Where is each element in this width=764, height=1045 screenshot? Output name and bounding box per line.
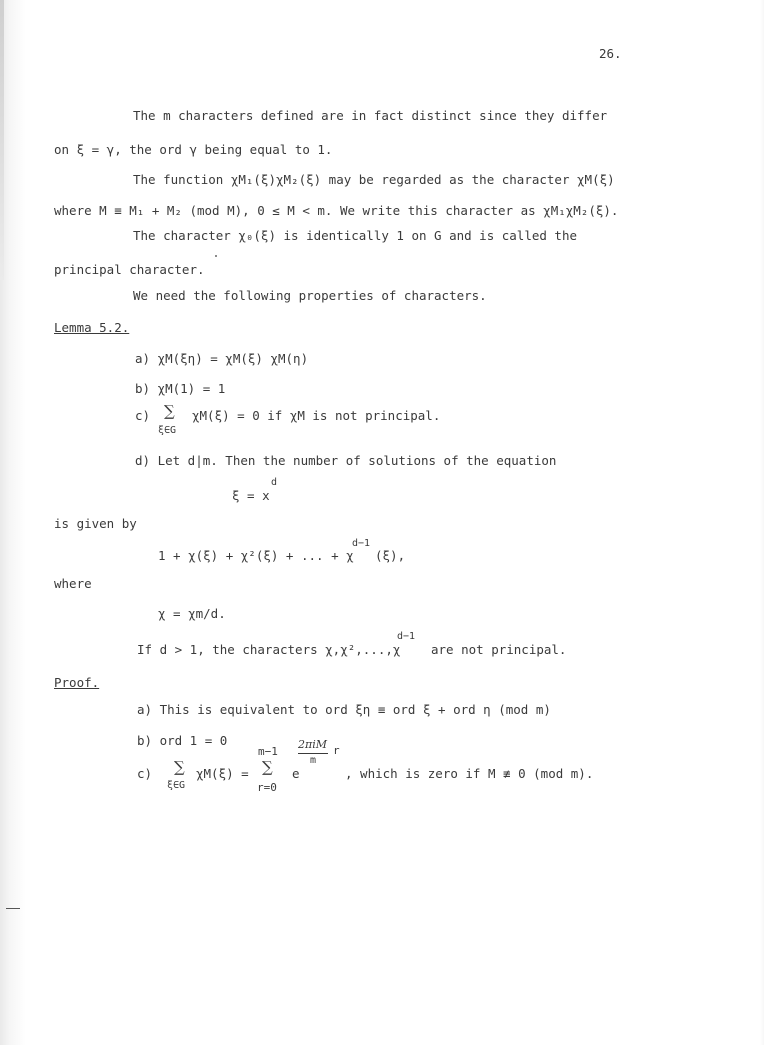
paragraph-line: is given by: [54, 516, 137, 531]
proof-heading: Proof.: [54, 675, 100, 690]
upper-limit: m−1: [258, 745, 278, 758]
lemma-item-c-label: c): [135, 408, 151, 423]
if-line: If d > 1, the characters χ,χ²,...,χ: [137, 642, 401, 657]
if-exponent: d−1: [397, 631, 416, 642]
equation: ξ = x: [232, 488, 270, 503]
paragraph-line: The function χM₁(ξ)χM₂(ξ) may be regarded as the character χM(ξ): [133, 172, 615, 187]
proof-item-a: a) This is equivalent to ord ξη ≡ ord ξ + ord η (mod m): [137, 702, 551, 717]
proof-item-b: b) ord 1 = 0: [137, 733, 228, 748]
sum-tail: (ξ),: [375, 548, 406, 563]
lemma-item-b: b) χM(1) = 1: [135, 381, 226, 396]
exponent-r: r: [333, 744, 340, 757]
paragraph-line: where M ≡ M₁ + M₂ (mod M), 0 ≤ M < m. We write this character as χM₁χM₂(ξ).: [54, 203, 619, 218]
proof-tail: , which is zero if M ≢ 0 (mod m).: [345, 766, 594, 781]
fraction-bar: [298, 753, 328, 754]
paragraph-line: where: [54, 576, 92, 591]
scan-mark: [6, 908, 20, 909]
equation-exponent: d: [271, 477, 278, 488]
page-number: 26.: [599, 46, 622, 61]
paragraph-line: on ξ = γ, the ord γ being equal to 1.: [54, 142, 333, 157]
summation-index: ξ∈G: [167, 780, 186, 791]
paragraph-line: principal character.: [54, 262, 205, 277]
ink-dot: [215, 255, 217, 257]
lemma-item-a: a) χM(ξη) = χM(ξ) χM(η): [135, 351, 309, 366]
chi-definition: χ = χm/d.: [158, 606, 226, 621]
proof-item-c-label: c): [137, 766, 153, 781]
summation-index: ξ∈G: [158, 425, 177, 436]
lemma-heading: Lemma 5.2.: [54, 320, 130, 335]
summation-symbol: ∑: [262, 758, 273, 776]
paragraph-line: The m characters defined are in fact distinct since they differ: [133, 108, 608, 123]
paragraph-line: We need the following properties of characters.: [133, 288, 487, 303]
sum-exponent: d−1: [352, 538, 371, 549]
lemma-item-c: χM(ξ) = 0 if χM is not principal.: [192, 408, 441, 423]
fraction-numerator: 2πiM: [298, 738, 328, 751]
proof-lhs: χM(ξ) =: [196, 766, 249, 781]
scan-shadow: [0, 0, 4, 280]
paragraph-line: The character χ₀(ξ) is identically 1 on G and is called the: [133, 228, 578, 243]
summation-symbol: ∑: [174, 758, 185, 776]
exp-base: e: [292, 766, 300, 781]
lower-limit: r=0: [257, 781, 277, 794]
lemma-item-d: d) Let d|m. Then the number of solutions of the equation: [135, 453, 557, 468]
fraction-denominator: m: [310, 755, 317, 766]
sum-expression: 1 + χ(ξ) + χ²(ξ) + ... + χ: [158, 548, 354, 563]
if-tail: are not principal.: [431, 642, 567, 657]
summation-symbol: ∑: [164, 402, 175, 420]
